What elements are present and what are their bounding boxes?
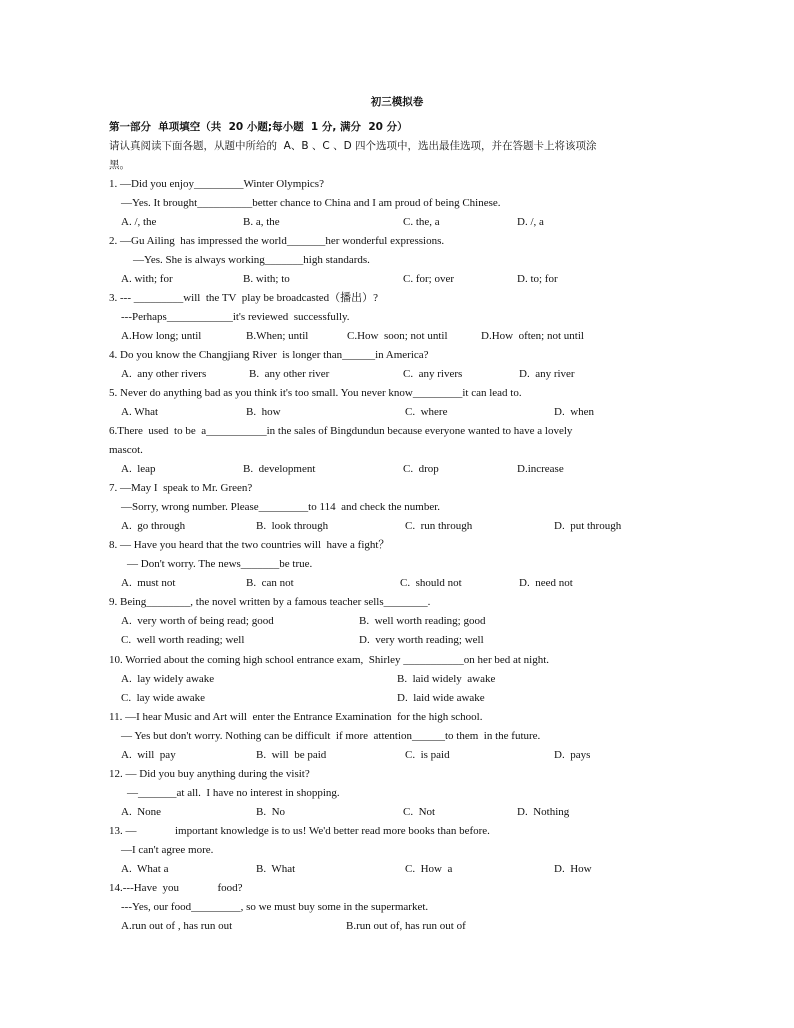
- question-10-option-a: A. lay widely awake: [121, 673, 215, 685]
- question-9-option-c: C. well worth reading; well: [121, 634, 245, 646]
- question-7-option-d: D. put through: [554, 520, 622, 532]
- question-6-stem: 6.There used to be a___________in the sales of Bingdundun because everyone wanted to have a lovely: [109, 425, 573, 437]
- question-2-response: —Yes. She is always working_______high standards.: [133, 254, 370, 266]
- question-5-option-a: A. What: [121, 406, 159, 418]
- question-13-option-d: D. How: [554, 863, 592, 875]
- question-3-option-d: D.How often; not until: [481, 330, 584, 342]
- question-14-stem: 14.---Have you food?: [109, 882, 243, 894]
- question-3-option-c: C.How soon; not until: [347, 330, 448, 342]
- section-heading: 第一部分 单项填空（共 20 小题;每小题 1 分, 满分 20 分）: [109, 121, 408, 133]
- question-12-response: —_______at all. I have no interest in shopping.: [127, 787, 340, 799]
- question-9-option-a: A. very worth of being read; good: [121, 615, 274, 627]
- question-2-option-a: A. with; for: [121, 273, 173, 285]
- question-12-option-b: B. No: [256, 806, 286, 818]
- question-6-option-c: C. drop: [403, 463, 439, 475]
- question-5-option-b: B. how: [246, 406, 281, 418]
- question-2-option-b: B. with; to: [243, 273, 290, 285]
- instructions-line-1: 请认真阅读下面各题，从题中所给的 A、B 、C 、D 四个选项中，选出最佳选项，并在答题卡上将该项涂: [109, 140, 597, 152]
- question-9-option-d: D. very worth reading; well: [359, 634, 484, 646]
- question-8-option-d: D. need not: [519, 577, 573, 589]
- question-4-option-c: C. any rivers: [403, 368, 463, 380]
- question-12-option-a: A. None: [121, 806, 162, 818]
- question-8-response: — Don't worry. The news_______be true.: [127, 558, 313, 570]
- question-14-option-b: B.run out of, has run out of: [346, 920, 466, 932]
- question-5-option-c: C. where: [405, 406, 448, 418]
- question-1-option-a: A. /, the: [121, 216, 157, 228]
- question-4-option-b: B. any other river: [249, 368, 330, 380]
- question-1-option-d: D. /, a: [517, 216, 544, 228]
- question-2-stem: 2. —Gu Ailing has impressed the world_______her wonderful expressions.: [109, 235, 445, 247]
- question-14-option-a: A.run out of , has run out: [121, 920, 233, 932]
- question-1-response: —Yes. It brought__________better chance to China and I am proud of being Chinese.: [121, 197, 501, 209]
- instructions-line-2: 黑。: [109, 159, 130, 171]
- question-1-stem: 1. —Did you enjoy_________Winter Olympics?: [109, 178, 324, 190]
- question-8-option-b: B. can not: [246, 577, 294, 589]
- question-6-option-d: D.increase: [517, 463, 564, 475]
- question-1-option-c: C. the, a: [403, 216, 440, 228]
- question-6-option-a: A. leap: [121, 463, 156, 475]
- question-7-stem: 7. —May I speak to Mr. Green?: [109, 482, 253, 494]
- question-13-response: —I can't agree more.: [121, 844, 214, 856]
- question-9-stem: 9. Being________, the novel written by a famous teacher sells________.: [109, 596, 431, 608]
- question-13-option-c: C. How a: [405, 863, 453, 875]
- question-11-option-c: C. is paid: [405, 749, 450, 761]
- question-3-option-a: A.How long; until: [121, 330, 202, 342]
- question-10-option-c: C. lay wide awake: [121, 692, 205, 704]
- question-13-option-a: A. What a: [121, 863, 169, 875]
- question-7-option-b: B. look through: [256, 520, 329, 532]
- question-7-response: —Sorry, wrong number. Please_________to 114 and check the number.: [121, 501, 441, 513]
- question-3-stem: 3. --- _________will the TV play be broadcasted（播出）?: [109, 292, 379, 304]
- question-5-option-d: D. when: [554, 406, 595, 418]
- question-11-option-a: A. will pay: [121, 749, 176, 761]
- question-6-option-b: B. development: [243, 463, 316, 475]
- question-4-stem: 4. Do you know the Changjiang River is longer than______in America?: [109, 349, 429, 361]
- question-13-option-b: B. What: [256, 863, 296, 875]
- question-10-option-b: B. laid widely awake: [397, 673, 496, 685]
- question-7-option-a: A. go through: [121, 520, 186, 532]
- question-12-option-c: C. Not: [403, 806, 436, 818]
- question-4-option-d: D. any river: [519, 368, 575, 380]
- question-6-stem-continued: mascot.: [109, 444, 143, 456]
- question-3-option-b: B.When; until: [246, 330, 309, 342]
- question-10-stem: 10. Worried about the coming high school entrance exam, Shirley ___________on her bed at night.: [109, 654, 550, 666]
- question-12-stem: 12. — Did you buy anything during the visit?: [109, 768, 310, 780]
- question-9-option-b: B. well worth reading; good: [359, 615, 486, 627]
- question-3-response: ---Perhaps____________it's reviewed successfully.: [121, 311, 350, 323]
- question-12-option-d: D. Nothing: [517, 806, 570, 818]
- question-11-response: — Yes but don't worry. Nothing can be difficult if more attention______to them in the future.: [121, 730, 541, 742]
- question-8-option-a: A. must not: [121, 577, 176, 589]
- question-5-stem: 5. Never do anything bad as you think it's too small. You never know_________it can lead to.: [109, 387, 522, 399]
- question-8-stem: 8. — Have you heard that the two countries will have a fight？: [109, 539, 390, 551]
- question-13-stem: 13. — important knowledge is to us! We'd better read more books than before.: [109, 825, 490, 837]
- question-8-option-c: C. should not: [400, 577, 462, 589]
- question-1-option-b: B. a, the: [243, 216, 280, 228]
- question-2-option-c: C. for; over: [403, 273, 455, 285]
- question-2-option-d: D. to; for: [517, 273, 558, 285]
- question-11-option-d: D. pays: [554, 749, 591, 761]
- question-11-stem: 11. —I hear Music and Art will enter the Entrance Examination for the high school.: [109, 711, 483, 723]
- question-7-option-c: C. run through: [405, 520, 473, 532]
- question-14-response: ---Yes, our food_________, so we must buy some in the supermarket.: [121, 901, 429, 913]
- question-10-option-d: D. laid wide awake: [397, 692, 485, 704]
- page-title: 初三模拟卷: [370, 96, 424, 108]
- question-4-option-a: A. any other rivers: [121, 368, 207, 380]
- question-11-option-b: B. will be paid: [256, 749, 327, 761]
